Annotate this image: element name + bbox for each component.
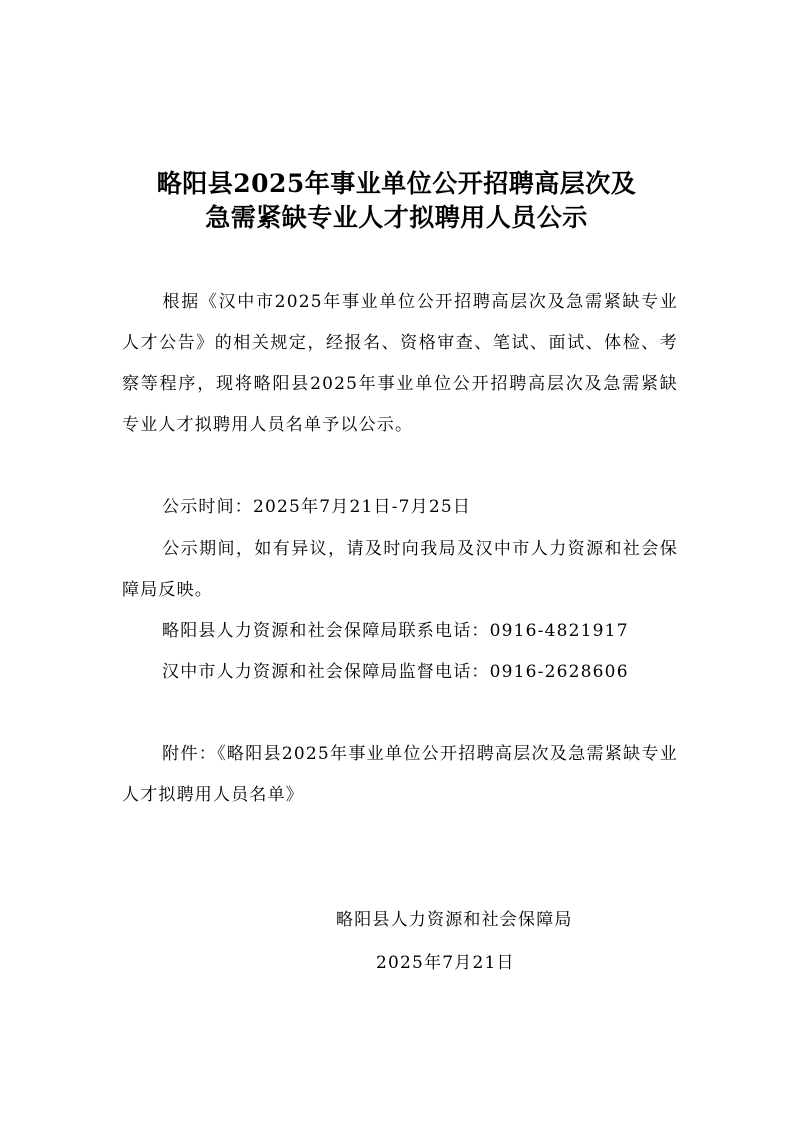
intro-paragraph [122, 282, 678, 446]
county-contact-text: 略阳县人力资源和社会保障局联系电话：0916-4821917 [162, 621, 629, 641]
signature-organization: 略阳县人力资源和社会保障局 [336, 910, 573, 930]
attachment-paragraph [122, 734, 678, 816]
city-contact-paragraph [122, 652, 678, 693]
objection-paragraph [122, 529, 678, 611]
signature-date: 2025年7月21日 [376, 953, 515, 973]
publicity-period-text: 公示时间：2025年7月21日-7月25日 [162, 497, 472, 517]
city-contact-text: 汉中市人力资源和社会保障局监督电话：0916-2628606 [162, 662, 629, 682]
publicity-period-paragraph [122, 487, 678, 528]
attachment-text: 附件：《略阳县2025年事业单位公开招聘高层次及急需紧缺专业人才拟聘用人员名单》 [122, 744, 678, 805]
document-title-line-1: 略阳县2025年事业单位公开招聘高层次及 [156, 169, 637, 198]
objection-text: 公示期间，如有异议，请及时向我局及汉中市人力资源和社会保障局反映。 [122, 539, 678, 600]
county-contact-paragraph [122, 611, 678, 652]
document-title-line-2: 急需紧缺专业人才拟聘用人员公示 [205, 203, 588, 232]
intro-text: 根据《汉中市2025年事业单位公开招聘高层次及急需紧缺专业人才公告》的相关规定，经报名、资格审查、笔试、面试、体检、考察等程序，现将略阳县2025年事业单位公开招聘高层次及急需紧缺专业人才拟聘用人员名单予以公示。 [122, 292, 678, 435]
